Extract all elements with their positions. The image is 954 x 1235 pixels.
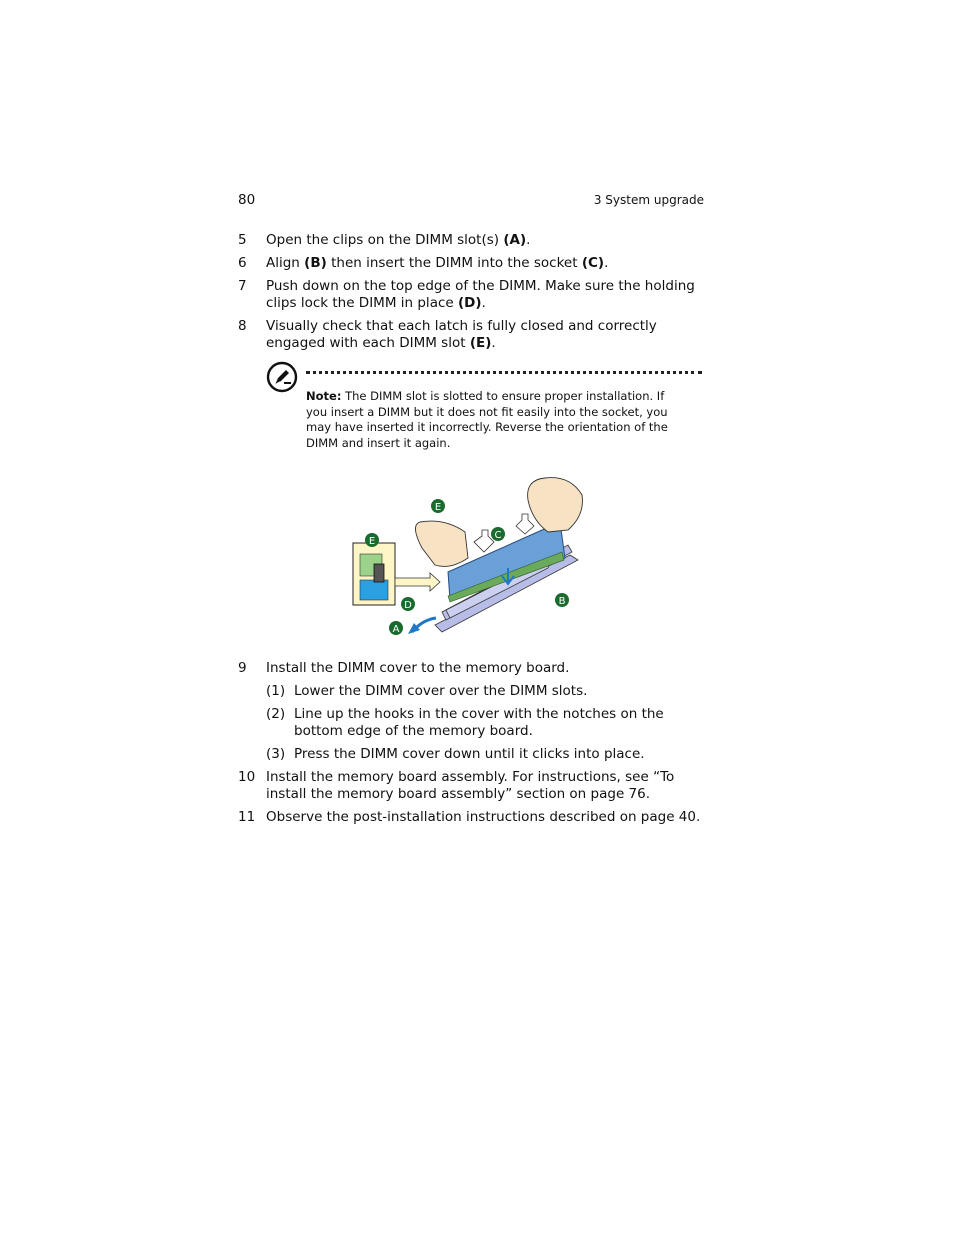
step-number: 6 <box>238 255 247 271</box>
step-9 <box>238 660 708 677</box>
note-label: Note: <box>306 389 342 403</box>
step-number: 10 <box>238 769 256 785</box>
note-icon <box>266 361 298 393</box>
label-c: C <box>494 530 502 541</box>
step-number: 7 <box>238 278 247 294</box>
label-d: D <box>404 600 412 611</box>
step-text-end: . <box>604 255 609 271</box>
step-number: 11 <box>238 809 256 825</box>
step-11 <box>238 809 708 826</box>
step-text-end: . <box>481 295 486 311</box>
step-ref: (A) <box>503 232 527 248</box>
substep-text: Lower the DIMM cover over the DIMM slots. <box>294 683 588 699</box>
step-ref: (D) <box>457 295 482 311</box>
step-text: Observe the post-installation instructions described on page 40. <box>266 809 701 825</box>
step-ref: (B) <box>304 255 327 271</box>
label-b: B <box>558 596 566 607</box>
step-5 <box>238 232 708 249</box>
step-10 <box>238 769 708 803</box>
step-ref-2: (C) <box>581 255 605 271</box>
substep-number: (2) <box>266 706 286 722</box>
step-number: 5 <box>238 232 247 248</box>
dimm-install-illustration <box>350 460 590 640</box>
step-text: Open the clips on the DIMM slot(s) <box>266 232 504 248</box>
substep-2 <box>238 706 708 740</box>
steps-list-top <box>238 232 708 358</box>
chapter-title: 3 System upgrade <box>593 193 704 207</box>
step-8 <box>238 318 708 352</box>
step-text: Push down on the top edge of the DIMM. Make sure the holding clips lock the DIMM in place <box>266 278 695 311</box>
label-e-inset: E <box>368 536 376 547</box>
step-7 <box>238 278 708 312</box>
step-text: Install the memory board assembly. For instructions, see “To install the memory board assembly” section on page 76. <box>266 769 675 802</box>
substep-number: (3) <box>266 746 286 762</box>
step-text: Install the DIMM cover to the memory board. <box>266 660 570 676</box>
step-text-end: . <box>491 335 496 351</box>
step-text-end: . <box>526 232 531 248</box>
step-ref: (E) <box>469 335 492 351</box>
substep-text: Press the DIMM cover down until it clicks into place. <box>294 746 645 762</box>
step-text: Align <box>266 255 305 271</box>
note-text <box>306 389 686 451</box>
steps-list-bottom <box>238 660 708 832</box>
step-text-mid: then insert the DIMM into the socket <box>326 255 582 271</box>
substep-number: (1) <box>266 683 286 699</box>
step-6 <box>238 255 708 272</box>
note-dotted-rule <box>306 371 702 374</box>
page-number: 80 <box>238 192 256 208</box>
substep-3 <box>238 746 708 763</box>
step-number: 8 <box>238 318 247 334</box>
label-a: A <box>392 624 400 635</box>
substep-1 <box>238 683 708 700</box>
note-body: The DIMM slot is slotted to ensure proper installation. If you insert a DIMM but it does not fit easily into the socket, you may have inserted it incorrectly. Reverse the orientation of the DIMM and insert it again. <box>306 389 668 450</box>
step-text: Visually check that each latch is fully closed and correctly engaged with each DIMM slot <box>266 318 657 351</box>
substep-text: Line up the hooks in the cover with the notches on the bottom edge of the memory board. <box>294 706 664 739</box>
step-number: 9 <box>238 660 247 676</box>
label-e-top: E <box>434 502 442 513</box>
